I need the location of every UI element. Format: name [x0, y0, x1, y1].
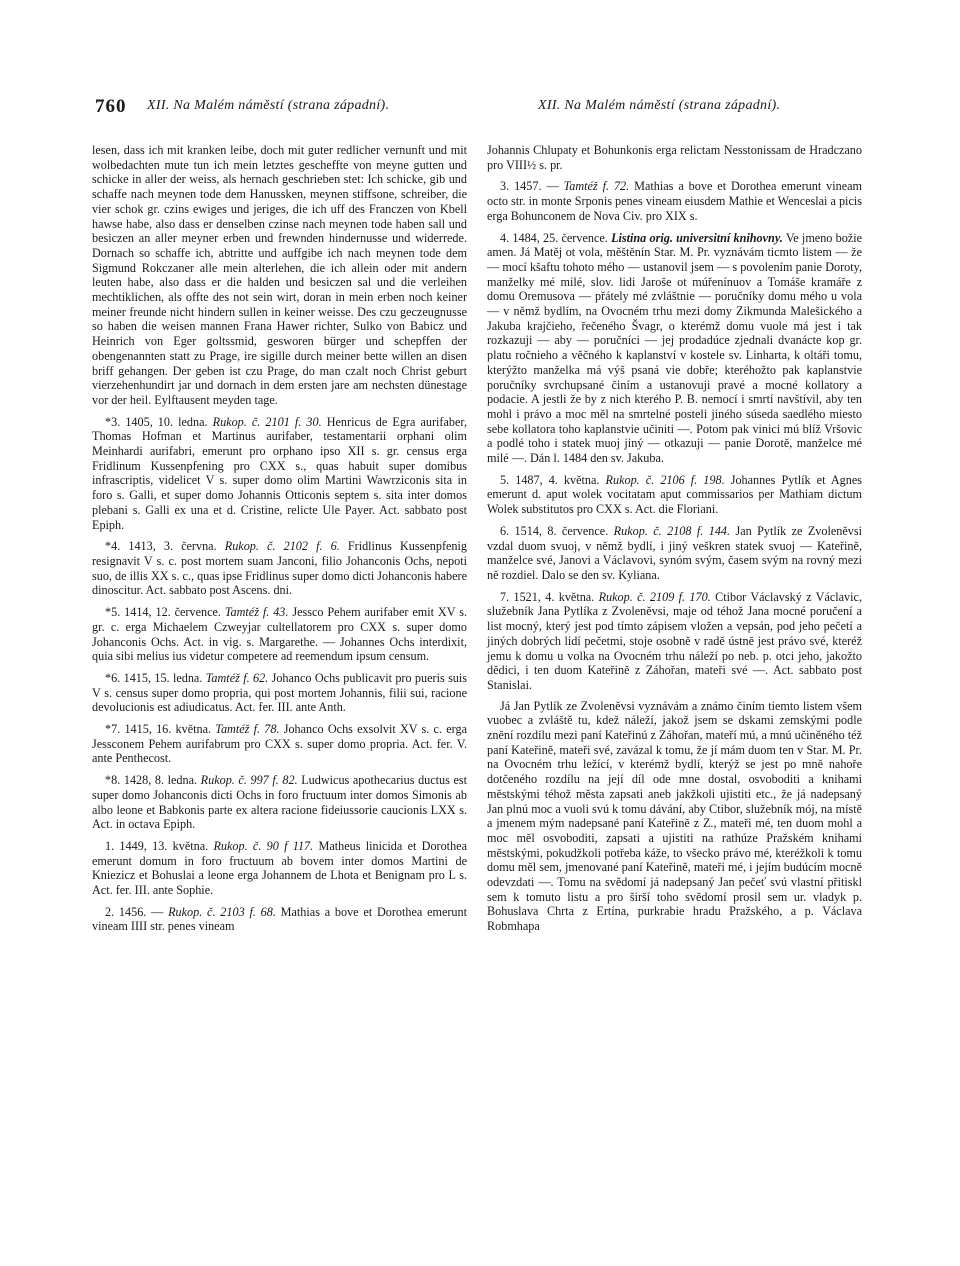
page-number: 760 [95, 96, 127, 117]
entry-number: 6. [500, 523, 510, 538]
entry-source: Tamtéž f. 78. [215, 722, 280, 737]
entry-text: Johanco Ochs publicavit pro pueris suis V s. census super domo propria, qui post mortem Johannis, filii sui, racione devolucionis est adiudicatus. Act. fer. III. ante Anth. [92, 670, 468, 715]
entry-number: *8. [105, 773, 121, 788]
entry-date: 1428, 8. ledna. [123, 773, 198, 788]
entry-source: Tamtéž f. 72. [563, 179, 630, 194]
entry-text: Fridlinus Kussenpfenig resignavit V s. c. post mortem suam Janconi, filio Johanconis Ochs, nepoti suo, de illis XX s. c., quas ipse Fridlinus super domo dicti Johanconis habere dinoscitur. Act. sabbato post Ascens. dni. [92, 539, 468, 598]
entry-date: 1484, 25. července. [512, 230, 608, 245]
entry-date: 1405, 10. ledna. [125, 414, 208, 429]
record-entry [92, 539, 467, 598]
entry-date: 1514, 8. července. [514, 523, 609, 538]
entry-date: 1521, 4. května. [513, 589, 595, 604]
page-header [0, 0, 960, 130]
record-entry [92, 605, 467, 664]
record-entry [487, 590, 862, 693]
entry-number: 2. [105, 904, 115, 919]
entry-date: 1415, 15. ledna. [123, 670, 203, 685]
entry-date: 1457. [514, 179, 542, 194]
body-paragraph: Já Jan Pytlík ze Zvoleněvsi vyznávám a známo činím tiemto listem všem vuobec a zvláště tu, kdež náleží, jakož jsem se dskami zemskými podle znění rozdílu mezi paní Kateřinú z Záhořan, mateří mú, a mnú učiněného též paní Kateřině, mateři své, zavázal k tomu, že jí mám duom ten v Star. M. Pr. na Ovocném trhu ležící, v kterémž bydlí, kterýž se jest po mně nahoře dotčeného rozdílu na její díl ode mne dostal, osvoboditi a knihami městskými téhož města zapsati aneb jakžkoli ujistiti etc., že já nadepsaný Jan plnú moc a vuoli svú k tomu dávání, aby Ctibor, služebník mój, na místě a jmenem mým nadepsané paní Kateřině z Z., mateři mé, ten duom mohl a moc měl osvoboditi, zapsati a ujistiti na rathúze Pražském knihami městskými, pokudžkoli potřeba káže, to všecko právo mé, kteréžkoli k tomu domu měl sem, jmenované paní Kateřině, mateři mé, i jejím budúcím mocně odevzdati —. Tomu na svědomí já nadepsaný Jan pečeť svú vlastní přitiskl sem k tomuto listu a pro širší toho svědomí prosil sem ur. vladyk p. Bohuslava Chrta z Ertína, purkrabie hradu Pražského, a p. Václava Robmhapa [487, 698, 862, 934]
entry-number: *3. [105, 414, 121, 429]
entry-source: Rukop. č. 2103 f. 68. [168, 904, 276, 919]
entry-text: Johannes Pytlík et Agnes emerunt d. aput wolek vocitatam aput commissarios per Mathiam dictum Wolek substitutos pro CXX s. Act. die Floriani. [487, 472, 862, 517]
entry-number: 7. [500, 589, 510, 604]
entry-date: 1449, 13. května. [119, 838, 209, 853]
record-entry [487, 179, 862, 223]
record-entry [487, 524, 862, 583]
entry-text: Ludwicus apothecarius ductus est super domo Johanconis dicti Ochs in foro fructuum inter domos Simonis ab albo leone et Babkonis parte ex altera racione fideiussorie caucionis LXX s. Act. in octava Epiph. [92, 773, 468, 832]
entry-number: *5. [105, 605, 121, 620]
entry-date: 1487, 4. května. [515, 472, 600, 487]
record-entry [92, 671, 467, 715]
entry-source: Tamtéž f. 43. [224, 605, 289, 620]
entry-dash: — [151, 904, 164, 919]
entry-source: Listina orig. universitní knihovny. [611, 230, 783, 245]
entry-source: Rukop. č. 2102 f. 6. [224, 539, 340, 554]
entry-number: 5. [500, 472, 510, 487]
running-head-right: XII. Na Malém náměstí (strana západní). [538, 98, 781, 113]
entry-text: Mathias a bove et Dorothea emerunt vineam IIII str. penes vineam [92, 904, 468, 934]
entry-source: Rukop. č. 2108 f. 144. [613, 523, 731, 538]
entry-source: Rukop. č. 997 f. 82. [200, 773, 298, 788]
entry-date: 1456. [118, 904, 147, 919]
entry-text: Jessco Pehem aurifaber emit XV s. gr. c. erga Michaelem Czweyjar cultellatorem pro CXX s. super domo Johanconis Ochs. Act. in vig. s. Margarethe. — Johannes Ochs interdixit, quia sibi melius ius videtur competere ad reemendum ipsum censum. [92, 605, 467, 664]
record-entry [92, 905, 467, 934]
entry-date: 1413, 3. června. [128, 539, 217, 554]
record-entry [92, 722, 467, 766]
entry-text: Ve jmeno božie amen. Já Matěj ot vola, měštěnín Star. M. Pr. vyznávám ticmto listem — že — mocí kšaftu tohoto mého — ustanovil jsem — s povolením panie Doroty, manželky mé milé, slov. lidi Jaroše ot múřenínuov a Tomáše kramáře z domu Oremusova — přátely mé zvláštnie — poručníky domu mého u vola — v němž bydlím, na Ovocném trhu mezi domy Zikmunda Malešického a Jakuba krajčieho, řečeného Švagr, o kterémž domu vuole má jest i tak rozkazuji — aby — poručníci — jej prodadúce zjednali dvanácte kop gr. platu ročnieho a věčného k kaplanství v kostele sv. Linharta, k oltáři tomu, kterýžto manželka má výš psaná vie dobře; kteréhožto pak kaplanstvie poručníky svrchupsané činím a ustanovuji pravé a mocné kollatory a podacie. A jestli že by z nich kterého P. B. nemocí i smrtí navštívil, aby ten mohl i právo a moc měl na smrtelné posteli jiného súseda saedlého miesto sebe kollatora toho kaplanstvie učiniti —. Potom pak vinici mú blíž Vršovic a podlé toho i statek muoj jiný — otkazuji — panie Dorotě, manželce mé milé —. Dán l. 1484 den sv. Jakuba. [487, 230, 863, 466]
entry-text: Johanco Ochs exsolvit XV s. c. erga Jessconem Pehem aurifabrum pro CXX s. super domo propria. Act. fer. V. ante Penthecost. [92, 722, 467, 766]
continuation-paragraph: Johannis Chlupaty et Bohunkonis erga relictam Nesstonissam de Hradczano pro VIII½ s. pr. [487, 143, 862, 172]
entry-source: Tamtéž f. 62. [205, 670, 269, 685]
right-column [487, 143, 862, 934]
entry-text: Matheus linicida et Dorothea emerunt domum in foro fructuum ab bovem inter domos Martini de Kniezicz et Bohuslai a leone erga Johannem de Lhota et Benignam pro L s. Act. fer. III. ante Sophie. [92, 838, 467, 898]
entry-dash: — [546, 179, 559, 194]
entry-source: Rukop. č. 90 f 117. [213, 838, 314, 853]
entry-text: Ctibor Václavský z Václavic, služebník Jana Pytlíka z Zvoleněvsi, maje od téhož Jana mocné poručení a list mocný, který jest pod tímto zápisem vložen a vepsán, pod jeho pečetí a jiných dobrých lidí pečetmi, stoje osobně v radě ústně jest právo své, kteréž jemu k domu u volka na Ovocném trhu náleží po neb. p. otci jeho, jakožto dědici, i ten duom Kateřině z Záhořan, mateři své —. Act. sabbato post Stanislai. [487, 589, 862, 692]
entry-text: Jan Pytlík ze Zvoleněvsi vzdal duom svuoj, v němž bydlí, i jiný veškren statek svuoj — Kateřině, manželce své, Janovi a Václavovi, synóm svým, časem svým na rovný mezi ně rozdiel. Dalo se den sv. Kyliana. [487, 523, 863, 582]
entry-number: 3. [500, 179, 510, 194]
record-entry [487, 231, 862, 466]
entry-number: *7. [105, 722, 121, 737]
entry-source: Rukop. č. 2106 f. 198. [605, 472, 725, 487]
entry-source: Rukop. č. 2101 f. 30. [212, 414, 322, 429]
record-entry [92, 773, 467, 832]
entry-number: 1. [105, 838, 115, 853]
entry-date: 1415, 16. května. [124, 722, 212, 737]
continuation-paragraph: lesen, dass ich mit kranken leibe, doch mit guter redlicher vernunft und mit wolbedachten mute tun ich mein letztes gescheffte von meyne gutten und schicke in aller der weiss, als hernach geschrieben stet: Ich schicke, gib und schaffe nach meynen tode dem Hanussken, meynen stiffsone, schreiber, die vier schok gr. czins ewiges und jeriges, die ich uff des Franczen von Kbell hawse habe, also dass er denselben czinse nach meynen tode haben sall und besiczen an aller meyner erben und frewnden hindernusse und widerrede. Dornach so schaffe ich, abtritte und auffgibe ich nach meynen tode dem Sigmund Rokczaner alle mein alterlehen, die ich allein oder mit andern leuten habe, also dass er die halden und besiczen sal und die verleihen mechtiklichen, als offte des not sein wirt, doran in mein erben noch keiner meiner freunde nicht hindern sullen in keiner weisse. Des czu geczeugnusse so haben die weisen mannen Frana Hawer richter, Sulko von Babicz und Heinrich von Eger goltssmid, gesworen bürger und schepffen der obengenannten statt zu Prage, ire sigille durch meiner bette willen an disen briff gehangen. Der geben ist czu Prage, do man czalt noch Christ geburt vierzehenhundirt jar und dornach in dem ersten jare am nechsten dünestage vor der heil. Eylftausent meyden tage. [92, 143, 467, 407]
record-entry [487, 473, 862, 517]
record-entry [92, 839, 467, 898]
entry-source: Rukop. č. 2109 f. 170. [598, 589, 711, 604]
entry-number: 4. [500, 230, 510, 245]
entry-text: Mathias a bove et Dorothea emerunt vineam octo str. in monte Srponis penes vineam eiusdem Mathie et Wenceslai a picis erga Bohunconem de Nova Civ. pro XIX s. [487, 179, 863, 223]
entry-number: *6. [105, 670, 121, 685]
running-head-left: XII. Na Malém náměstí (strana západní). [147, 98, 390, 113]
entry-date: 1414, 12. července. [124, 605, 221, 620]
entry-number: *4. [105, 539, 121, 554]
left-column [92, 143, 467, 934]
entry-text: Henricus de Egra aurifaber, Thomas Hofman et Martinus aurifaber, testamentarii orphani olim Meinhardi aurifabri, emerunt pro orphano ipso XII s. gr. census erga Fridlinum Kussenpfening pro CXX s., quas habuit super domibus infrascriptis, videlicet V s. super domo olim Martini Wawrziconis sita in foro s. Galli, et super domo Johannis Otticonis septem s. sita inter domos plebani s. Galli ex una et d. Cristine, relicte Ule Payer. Act. sabbato post Epiph. [92, 414, 467, 532]
record-entry [92, 415, 467, 533]
